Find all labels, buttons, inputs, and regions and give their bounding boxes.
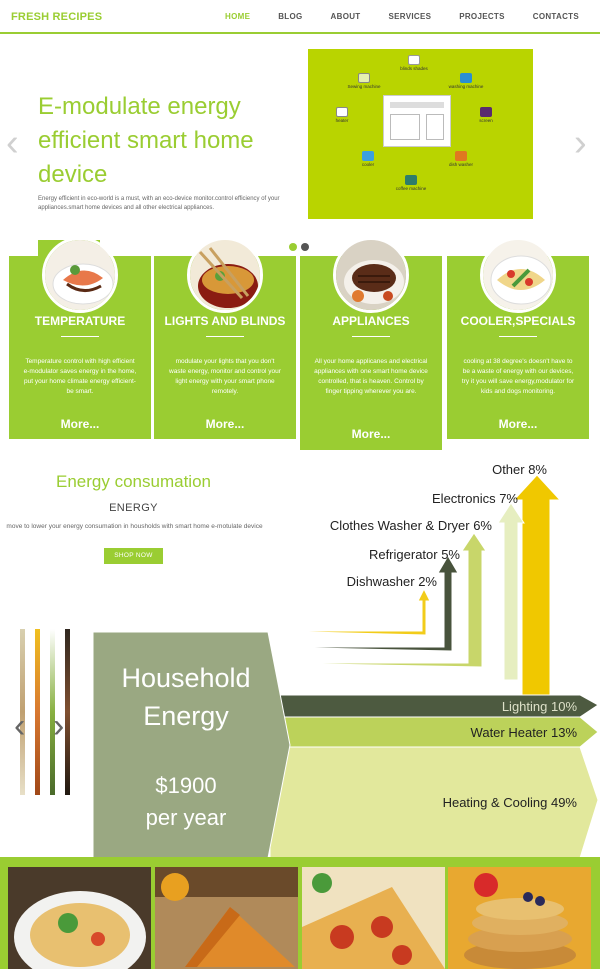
energy-section-title: Energy consumation <box>56 472 211 491</box>
card-appliances <box>300 256 442 450</box>
slider-dots <box>289 243 313 251</box>
card-lights-and-blinds <box>154 256 296 439</box>
card-temperature <box>9 256 151 439</box>
household-energy-infographic <box>0 455 600 860</box>
shop-now-button[interactable]: SHOP NOW <box>104 548 163 564</box>
device-screen: screen <box>468 107 504 123</box>
device-washing-machine: washing machine <box>448 73 484 89</box>
label-water-heater: Water Heater 13% <box>470 725 577 740</box>
card-text: modulate your lights that you don't waste energy, monitor and control your light energy with your smart phone remotely. <box>169 358 281 395</box>
card-more-link[interactable]: More... <box>351 427 391 441</box>
card-photo-steak <box>333 237 409 313</box>
source-cost-line1: $1900 <box>155 773 217 798</box>
energy-section-text: move to lower your energy consumation in housholds with smart home e-motulate device <box>6 523 263 530</box>
card-title: LIGHTS AND BLINDS <box>164 314 286 328</box>
card-more-link[interactable]: More... <box>205 417 245 431</box>
smart-hub-illustration <box>383 95 451 147</box>
source-cost-line2: per year <box>145 805 227 830</box>
strip-prev-icon[interactable]: ‹ <box>14 707 26 745</box>
card-divider <box>499 336 537 337</box>
device-cooler: cooler <box>350 151 386 167</box>
site-header <box>0 0 600 34</box>
nav-contacts[interactable]: CONTACTS <box>532 12 579 21</box>
gallery-photo-pie[interactable] <box>155 867 298 969</box>
sewing-machine-icon <box>358 73 370 83</box>
strip-next-icon[interactable]: › <box>53 707 65 745</box>
source-title-line1: Household <box>121 663 251 693</box>
main-nav <box>197 12 579 21</box>
flow-refrigerator <box>270 556 458 651</box>
card-divider <box>352 336 390 337</box>
heater-icon <box>336 107 348 117</box>
nav-about[interactable]: ABOUT <box>330 12 361 21</box>
gallery-photo-pancakes[interactable] <box>448 867 591 969</box>
card-text: Temperature control with high efficient e-modulator saves energy in the home, put your home climate energy efficient- be smart. <box>23 358 137 395</box>
card-text: cooling at 38 degree's doesn't have to be a waste of energy with our devices, try it you will save energy,modulator for kids and dogs monitoring. <box>461 358 575 395</box>
nav-home[interactable]: HOME <box>225 12 251 21</box>
label-heating-cooling: Heating & Cooling 49% <box>442 795 577 810</box>
flow-dishwasher <box>270 589 430 635</box>
source-title-line2: Energy <box>143 701 229 731</box>
dish-washer-icon <box>455 151 467 161</box>
screen-icon <box>480 107 492 117</box>
card-text: All your home applicanes and electrical appliances with one smart home device controlled, that is heaven. Control by finger tipping wherever you are. <box>314 358 428 395</box>
hero-description: Energy efficient in eco-world is a must, with an eco-device monitor.control efficiency of your appliances.smart home devices and all other electrical appliances. <box>38 196 280 211</box>
device-coffee-machine: coffee machine <box>393 175 429 191</box>
device-heater: heater <box>324 107 360 123</box>
smart-home-diagram <box>308 49 533 219</box>
label-refrigerator: Refrigerator 5% <box>368 547 460 562</box>
label-lighting: Lighting 10% <box>501 699 577 714</box>
nav-blog[interactable]: BLOG <box>278 12 303 21</box>
card-divider <box>61 336 99 337</box>
card-photo-salmon <box>42 237 118 313</box>
card-title: APPLIANCES <box>332 314 410 328</box>
card-title: TEMPERATURE <box>34 314 126 328</box>
label-dishwasher: Dishwasher 2% <box>346 574 437 589</box>
device-dish-washer: dish washer <box>443 151 479 167</box>
card-title: COOLER,SPECIALS <box>460 314 576 328</box>
blinds-icon <box>408 55 420 65</box>
label-other: Other 8% <box>492 462 547 477</box>
card-more-link[interactable]: More... <box>498 417 538 431</box>
slider-dot[interactable] <box>301 243 309 251</box>
energy-section-subtitle: ENERGY <box>109 502 158 514</box>
gallery-photo-noodles[interactable] <box>8 867 151 969</box>
card-cooler-specials <box>447 256 589 439</box>
slider-prev-icon[interactable]: ‹ <box>6 122 19 164</box>
hero-title: E-modulate energy efficient smart home device <box>38 93 254 188</box>
slider-dot-active[interactable] <box>289 243 297 251</box>
card-photo-pasta <box>480 237 556 313</box>
device-blinds: blinds shades <box>396 55 432 71</box>
washing-machine-icon <box>460 73 472 83</box>
card-divider <box>206 336 244 337</box>
cooler-icon <box>362 151 374 161</box>
gallery-photo-pizza[interactable] <box>302 867 445 969</box>
nav-services[interactable]: SERVICES <box>388 12 432 21</box>
slider-next-icon[interactable]: › <box>574 122 587 164</box>
card-photo-noodle-bowl <box>187 237 263 313</box>
label-electronics: Electronics 7% <box>432 491 518 506</box>
site-logo[interactable]: FRESH RECIPES <box>11 11 103 23</box>
nav-projects[interactable]: PROJECTS <box>459 12 505 21</box>
food-gallery <box>0 857 600 969</box>
card-more-link[interactable]: More... <box>60 417 100 431</box>
device-sewing-machine: Sewing machine <box>346 73 382 89</box>
coffee-machine-icon <box>405 175 417 185</box>
label-clothes-washer-dryer: Clothes Washer & Dryer 6% <box>329 518 492 533</box>
